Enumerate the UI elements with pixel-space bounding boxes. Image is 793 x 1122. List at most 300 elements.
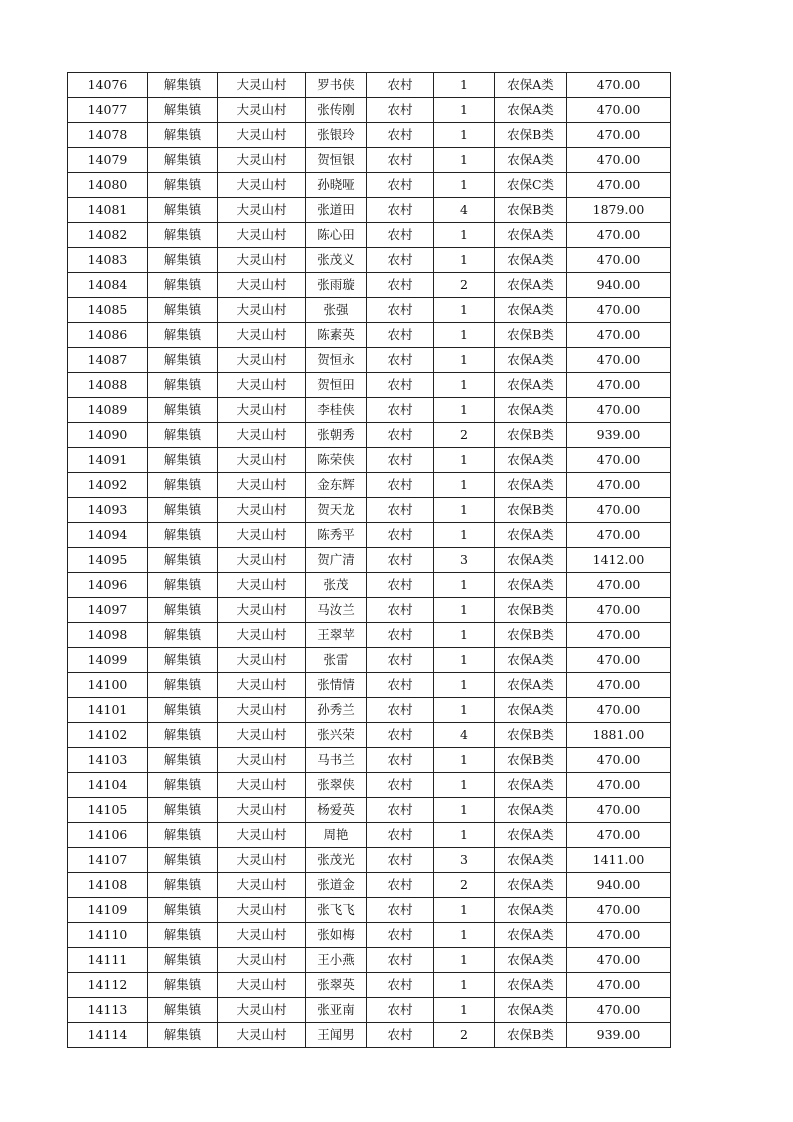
- name-cell: 李桂侠: [306, 398, 367, 423]
- town-cell: 解集镇: [148, 248, 218, 273]
- record-id-cell: 14077: [68, 98, 148, 123]
- table-row: [68, 673, 671, 698]
- name-cell: 陈心田: [306, 223, 367, 248]
- name-cell: 周艳: [306, 823, 367, 848]
- town-cell: 解集镇: [148, 548, 218, 573]
- area-type-cell: 农村: [367, 448, 434, 473]
- amount-cell: 470.00: [567, 398, 671, 423]
- table-row: [68, 548, 671, 573]
- name-cell: 贺广清: [306, 548, 367, 573]
- amount-cell: 1881.00: [567, 723, 671, 748]
- amount-cell: 470.00: [567, 173, 671, 198]
- amount-cell: 470.00: [567, 448, 671, 473]
- name-cell: 张茂: [306, 573, 367, 598]
- insurance-class-cell: 农保A类: [495, 998, 567, 1023]
- insurance-class-cell: 农保B类: [495, 1023, 567, 1048]
- record-id-cell: 14083: [68, 248, 148, 273]
- table-row: [68, 248, 671, 273]
- household-count-cell: 1: [434, 948, 495, 973]
- household-count-cell: 3: [434, 548, 495, 573]
- insurance-class-cell: 农保B类: [495, 123, 567, 148]
- household-count-cell: 1: [434, 773, 495, 798]
- household-count-cell: 4: [434, 198, 495, 223]
- area-type-cell: 农村: [367, 148, 434, 173]
- town-cell: 解集镇: [148, 198, 218, 223]
- town-cell: 解集镇: [148, 398, 218, 423]
- village-cell: 大灵山村: [218, 798, 306, 823]
- insurance-class-cell: 农保A类: [495, 648, 567, 673]
- village-cell: 大灵山村: [218, 773, 306, 798]
- name-cell: 张飞飞: [306, 898, 367, 923]
- town-cell: 解集镇: [148, 873, 218, 898]
- record-id-cell: 14085: [68, 298, 148, 323]
- area-type-cell: 农村: [367, 498, 434, 523]
- table-row: [68, 323, 671, 348]
- household-count-cell: 1: [434, 898, 495, 923]
- area-type-cell: 农村: [367, 1023, 434, 1048]
- record-id-cell: 14080: [68, 173, 148, 198]
- amount-cell: 470.00: [567, 998, 671, 1023]
- area-type-cell: 农村: [367, 573, 434, 598]
- insurance-class-cell: 农保A类: [495, 823, 567, 848]
- insurance-class-cell: 农保A类: [495, 98, 567, 123]
- household-count-cell: 2: [434, 423, 495, 448]
- insurance-class-cell: 农保B类: [495, 748, 567, 773]
- town-cell: 解集镇: [148, 73, 218, 98]
- name-cell: 张道田: [306, 198, 367, 223]
- insurance-class-cell: 农保A类: [495, 348, 567, 373]
- amount-cell: 1412.00: [567, 548, 671, 573]
- table-row: [68, 623, 671, 648]
- household-count-cell: 1: [434, 523, 495, 548]
- household-count-cell: 2: [434, 873, 495, 898]
- household-count-cell: 1: [434, 998, 495, 1023]
- record-id-cell: 14089: [68, 398, 148, 423]
- amount-cell: 470.00: [567, 823, 671, 848]
- record-id-cell: 14100: [68, 673, 148, 698]
- insurance-class-cell: 农保B类: [495, 723, 567, 748]
- table-row: [68, 173, 671, 198]
- amount-cell: 939.00: [567, 423, 671, 448]
- record-id-cell: 14094: [68, 523, 148, 548]
- record-id-cell: 14112: [68, 973, 148, 998]
- town-cell: 解集镇: [148, 473, 218, 498]
- table-row: [68, 148, 671, 173]
- town-cell: 解集镇: [148, 973, 218, 998]
- name-cell: 张朝秀: [306, 423, 367, 448]
- table-row: [68, 998, 671, 1023]
- record-id-cell: 14105: [68, 798, 148, 823]
- town-cell: 解集镇: [148, 448, 218, 473]
- name-cell: 陈秀平: [306, 523, 367, 548]
- name-cell: 贺恒田: [306, 373, 367, 398]
- name-cell: 王闻男: [306, 1023, 367, 1048]
- town-cell: 解集镇: [148, 373, 218, 398]
- table-row: [68, 123, 671, 148]
- record-id-cell: 14078: [68, 123, 148, 148]
- insurance-class-cell: 农保A类: [495, 673, 567, 698]
- area-type-cell: 农村: [367, 798, 434, 823]
- table-row: [68, 198, 671, 223]
- table-row: [68, 723, 671, 748]
- record-id-cell: 14107: [68, 848, 148, 873]
- household-count-cell: 1: [434, 973, 495, 998]
- insurance-class-cell: 农保B类: [495, 323, 567, 348]
- table-row: [68, 823, 671, 848]
- town-cell: 解集镇: [148, 598, 218, 623]
- amount-cell: 470.00: [567, 523, 671, 548]
- village-cell: 大灵山村: [218, 948, 306, 973]
- area-type-cell: 农村: [367, 273, 434, 298]
- amount-cell: 470.00: [567, 148, 671, 173]
- insurance-class-cell: 农保A类: [495, 73, 567, 98]
- area-type-cell: 农村: [367, 323, 434, 348]
- area-type-cell: 农村: [367, 898, 434, 923]
- insurance-class-cell: 农保A类: [495, 798, 567, 823]
- town-cell: 解集镇: [148, 698, 218, 723]
- amount-cell: 940.00: [567, 273, 671, 298]
- amount-cell: 470.00: [567, 248, 671, 273]
- village-cell: 大灵山村: [218, 623, 306, 648]
- household-count-cell: 1: [434, 498, 495, 523]
- name-cell: 马书兰: [306, 748, 367, 773]
- household-count-cell: 1: [434, 248, 495, 273]
- record-id-cell: 14113: [68, 998, 148, 1023]
- table-row: [68, 848, 671, 873]
- village-cell: 大灵山村: [218, 198, 306, 223]
- village-cell: 大灵山村: [218, 673, 306, 698]
- record-id-cell: 14114: [68, 1023, 148, 1048]
- village-cell: 大灵山村: [218, 323, 306, 348]
- household-count-cell: 1: [434, 573, 495, 598]
- village-cell: 大灵山村: [218, 698, 306, 723]
- village-cell: 大灵山村: [218, 473, 306, 498]
- name-cell: 杨爱英: [306, 798, 367, 823]
- roster-body: [68, 73, 671, 1048]
- insurance-class-cell: 农保A类: [495, 548, 567, 573]
- household-count-cell: 1: [434, 698, 495, 723]
- area-type-cell: 农村: [367, 873, 434, 898]
- table-row: [68, 898, 671, 923]
- table-row: [68, 948, 671, 973]
- name-cell: 张银玲: [306, 123, 367, 148]
- village-cell: 大灵山村: [218, 548, 306, 573]
- table-row: [68, 473, 671, 498]
- village-cell: 大灵山村: [218, 748, 306, 773]
- insurance-class-cell: 农保A类: [495, 848, 567, 873]
- area-type-cell: 农村: [367, 773, 434, 798]
- area-type-cell: 农村: [367, 98, 434, 123]
- town-cell: 解集镇: [148, 573, 218, 598]
- record-id-cell: 14097: [68, 598, 148, 623]
- household-count-cell: 1: [434, 448, 495, 473]
- insurance-class-cell: 农保A类: [495, 248, 567, 273]
- record-id-cell: 14101: [68, 698, 148, 723]
- area-type-cell: 农村: [367, 823, 434, 848]
- amount-cell: 470.00: [567, 623, 671, 648]
- record-id-cell: 14079: [68, 148, 148, 173]
- area-type-cell: 农村: [367, 973, 434, 998]
- amount-cell: 470.00: [567, 698, 671, 723]
- name-cell: 张茂义: [306, 248, 367, 273]
- amount-cell: 470.00: [567, 948, 671, 973]
- name-cell: 张翠英: [306, 973, 367, 998]
- name-cell: 陈素英: [306, 323, 367, 348]
- table-row: [68, 73, 671, 98]
- area-type-cell: 农村: [367, 223, 434, 248]
- amount-cell: 470.00: [567, 473, 671, 498]
- town-cell: 解集镇: [148, 848, 218, 873]
- table-row: [68, 573, 671, 598]
- record-id-cell: 14103: [68, 748, 148, 773]
- village-cell: 大灵山村: [218, 123, 306, 148]
- area-type-cell: 农村: [367, 473, 434, 498]
- name-cell: 张茂光: [306, 848, 367, 873]
- insurance-class-cell: 农保A类: [495, 298, 567, 323]
- name-cell: 金东辉: [306, 473, 367, 498]
- village-cell: 大灵山村: [218, 898, 306, 923]
- name-cell: 王小燕: [306, 948, 367, 973]
- village-cell: 大灵山村: [218, 298, 306, 323]
- insurance-class-cell: 农保A类: [495, 448, 567, 473]
- record-id-cell: 14087: [68, 348, 148, 373]
- record-id-cell: 14082: [68, 223, 148, 248]
- amount-cell: 470.00: [567, 373, 671, 398]
- area-type-cell: 农村: [367, 423, 434, 448]
- household-count-cell: 3: [434, 848, 495, 873]
- town-cell: 解集镇: [148, 648, 218, 673]
- amount-cell: 470.00: [567, 223, 671, 248]
- area-type-cell: 农村: [367, 623, 434, 648]
- name-cell: 张雨璇: [306, 273, 367, 298]
- village-cell: 大灵山村: [218, 648, 306, 673]
- amount-cell: 1411.00: [567, 848, 671, 873]
- name-cell: 张如梅: [306, 923, 367, 948]
- village-cell: 大灵山村: [218, 498, 306, 523]
- record-id-cell: 14091: [68, 448, 148, 473]
- record-id-cell: 14098: [68, 623, 148, 648]
- amount-cell: 470.00: [567, 648, 671, 673]
- amount-cell: 470.00: [567, 73, 671, 98]
- insurance-class-cell: 农保A类: [495, 473, 567, 498]
- table-row: [68, 448, 671, 473]
- village-cell: 大灵山村: [218, 173, 306, 198]
- amount-cell: 470.00: [567, 973, 671, 998]
- town-cell: 解集镇: [148, 323, 218, 348]
- table-row: [68, 498, 671, 523]
- table-row: [68, 923, 671, 948]
- name-cell: 孙晓哑: [306, 173, 367, 198]
- record-id-cell: 14109: [68, 898, 148, 923]
- name-cell: 张情情: [306, 673, 367, 698]
- table-row: [68, 373, 671, 398]
- area-type-cell: 农村: [367, 548, 434, 573]
- town-cell: 解集镇: [148, 673, 218, 698]
- name-cell: 贺恒银: [306, 148, 367, 173]
- town-cell: 解集镇: [148, 98, 218, 123]
- table-row: [68, 98, 671, 123]
- household-count-cell: 1: [434, 398, 495, 423]
- record-id-cell: 14092: [68, 473, 148, 498]
- area-type-cell: 农村: [367, 123, 434, 148]
- table-row: [68, 523, 671, 548]
- town-cell: 解集镇: [148, 498, 218, 523]
- household-count-cell: 1: [434, 373, 495, 398]
- insurance-class-cell: 农保A类: [495, 223, 567, 248]
- name-cell: 贺天龙: [306, 498, 367, 523]
- table-row: [68, 798, 671, 823]
- town-cell: 解集镇: [148, 298, 218, 323]
- town-cell: 解集镇: [148, 123, 218, 148]
- household-count-cell: 1: [434, 623, 495, 648]
- table-row: [68, 398, 671, 423]
- insurance-class-cell: 农保A类: [495, 398, 567, 423]
- village-cell: 大灵山村: [218, 723, 306, 748]
- record-id-cell: 14096: [68, 573, 148, 598]
- insurance-class-cell: 农保B类: [495, 198, 567, 223]
- household-count-cell: 1: [434, 298, 495, 323]
- name-cell: 马汝兰: [306, 598, 367, 623]
- insurance-class-cell: 农保B类: [495, 623, 567, 648]
- record-id-cell: 14090: [68, 423, 148, 448]
- table-row: [68, 1023, 671, 1048]
- insurance-class-cell: 农保A类: [495, 948, 567, 973]
- village-cell: 大灵山村: [218, 848, 306, 873]
- village-cell: 大灵山村: [218, 223, 306, 248]
- village-cell: 大灵山村: [218, 523, 306, 548]
- household-count-cell: 1: [434, 123, 495, 148]
- insurance-class-cell: 农保A类: [495, 373, 567, 398]
- amount-cell: 470.00: [567, 748, 671, 773]
- table-row: [68, 348, 671, 373]
- name-cell: 张翠侠: [306, 773, 367, 798]
- amount-cell: 939.00: [567, 1023, 671, 1048]
- village-cell: 大灵山村: [218, 973, 306, 998]
- town-cell: 解集镇: [148, 423, 218, 448]
- household-count-cell: 1: [434, 673, 495, 698]
- table-row: [68, 648, 671, 673]
- town-cell: 解集镇: [148, 623, 218, 648]
- household-count-cell: 2: [434, 1023, 495, 1048]
- village-cell: 大灵山村: [218, 248, 306, 273]
- amount-cell: 470.00: [567, 923, 671, 948]
- town-cell: 解集镇: [148, 1023, 218, 1048]
- area-type-cell: 农村: [367, 198, 434, 223]
- insurance-class-cell: 农保B类: [495, 498, 567, 523]
- table-row: [68, 973, 671, 998]
- record-id-cell: 14095: [68, 548, 148, 573]
- insurance-class-cell: 农保B类: [495, 423, 567, 448]
- record-id-cell: 14102: [68, 723, 148, 748]
- village-cell: 大灵山村: [218, 148, 306, 173]
- roster-table: [67, 72, 671, 1048]
- amount-cell: 470.00: [567, 898, 671, 923]
- household-count-cell: 1: [434, 798, 495, 823]
- village-cell: 大灵山村: [218, 448, 306, 473]
- area-type-cell: 农村: [367, 598, 434, 623]
- village-cell: 大灵山村: [218, 598, 306, 623]
- amount-cell: 1879.00: [567, 198, 671, 223]
- area-type-cell: 农村: [367, 248, 434, 273]
- record-id-cell: 14111: [68, 948, 148, 973]
- household-count-cell: 1: [434, 323, 495, 348]
- area-type-cell: 农村: [367, 673, 434, 698]
- name-cell: 陈荣侠: [306, 448, 367, 473]
- area-type-cell: 农村: [367, 73, 434, 98]
- amount-cell: 470.00: [567, 773, 671, 798]
- town-cell: 解集镇: [148, 173, 218, 198]
- amount-cell: 470.00: [567, 323, 671, 348]
- record-id-cell: 14084: [68, 273, 148, 298]
- area-type-cell: 农村: [367, 848, 434, 873]
- area-type-cell: 农村: [367, 998, 434, 1023]
- table-row: [68, 223, 671, 248]
- name-cell: 张亚南: [306, 998, 367, 1023]
- amount-cell: 470.00: [567, 498, 671, 523]
- town-cell: 解集镇: [148, 948, 218, 973]
- insurance-class-cell: 农保A类: [495, 973, 567, 998]
- household-count-cell: 1: [434, 348, 495, 373]
- record-id-cell: 14108: [68, 873, 148, 898]
- amount-cell: 470.00: [567, 298, 671, 323]
- name-cell: 张雷: [306, 648, 367, 673]
- record-id-cell: 14081: [68, 198, 148, 223]
- area-type-cell: 农村: [367, 523, 434, 548]
- table-row: [68, 748, 671, 773]
- insurance-class-cell: 农保A类: [495, 923, 567, 948]
- village-cell: 大灵山村: [218, 998, 306, 1023]
- amount-cell: 470.00: [567, 798, 671, 823]
- area-type-cell: 农村: [367, 648, 434, 673]
- record-id-cell: 14088: [68, 373, 148, 398]
- amount-cell: 470.00: [567, 98, 671, 123]
- amount-cell: 470.00: [567, 673, 671, 698]
- town-cell: 解集镇: [148, 773, 218, 798]
- record-id-cell: 14076: [68, 73, 148, 98]
- table-row: [68, 423, 671, 448]
- area-type-cell: 农村: [367, 748, 434, 773]
- area-type-cell: 农村: [367, 698, 434, 723]
- household-count-cell: 1: [434, 173, 495, 198]
- village-cell: 大灵山村: [218, 873, 306, 898]
- town-cell: 解集镇: [148, 898, 218, 923]
- village-cell: 大灵山村: [218, 73, 306, 98]
- name-cell: 罗书侠: [306, 73, 367, 98]
- town-cell: 解集镇: [148, 748, 218, 773]
- household-count-cell: 2: [434, 273, 495, 298]
- household-count-cell: 1: [434, 148, 495, 173]
- household-count-cell: 1: [434, 473, 495, 498]
- town-cell: 解集镇: [148, 273, 218, 298]
- name-cell: 张强: [306, 298, 367, 323]
- area-type-cell: 农村: [367, 348, 434, 373]
- household-count-cell: 1: [434, 598, 495, 623]
- town-cell: 解集镇: [148, 348, 218, 373]
- amount-cell: 470.00: [567, 123, 671, 148]
- name-cell: 王翠苹: [306, 623, 367, 648]
- village-cell: 大灵山村: [218, 398, 306, 423]
- insurance-class-cell: 农保A类: [495, 773, 567, 798]
- insurance-class-cell: 农保A类: [495, 273, 567, 298]
- village-cell: 大灵山村: [218, 1023, 306, 1048]
- area-type-cell: 农村: [367, 173, 434, 198]
- area-type-cell: 农村: [367, 373, 434, 398]
- record-id-cell: 14099: [68, 648, 148, 673]
- household-count-cell: 4: [434, 723, 495, 748]
- insurance-class-cell: 农保A类: [495, 148, 567, 173]
- household-count-cell: 1: [434, 648, 495, 673]
- household-count-cell: 1: [434, 98, 495, 123]
